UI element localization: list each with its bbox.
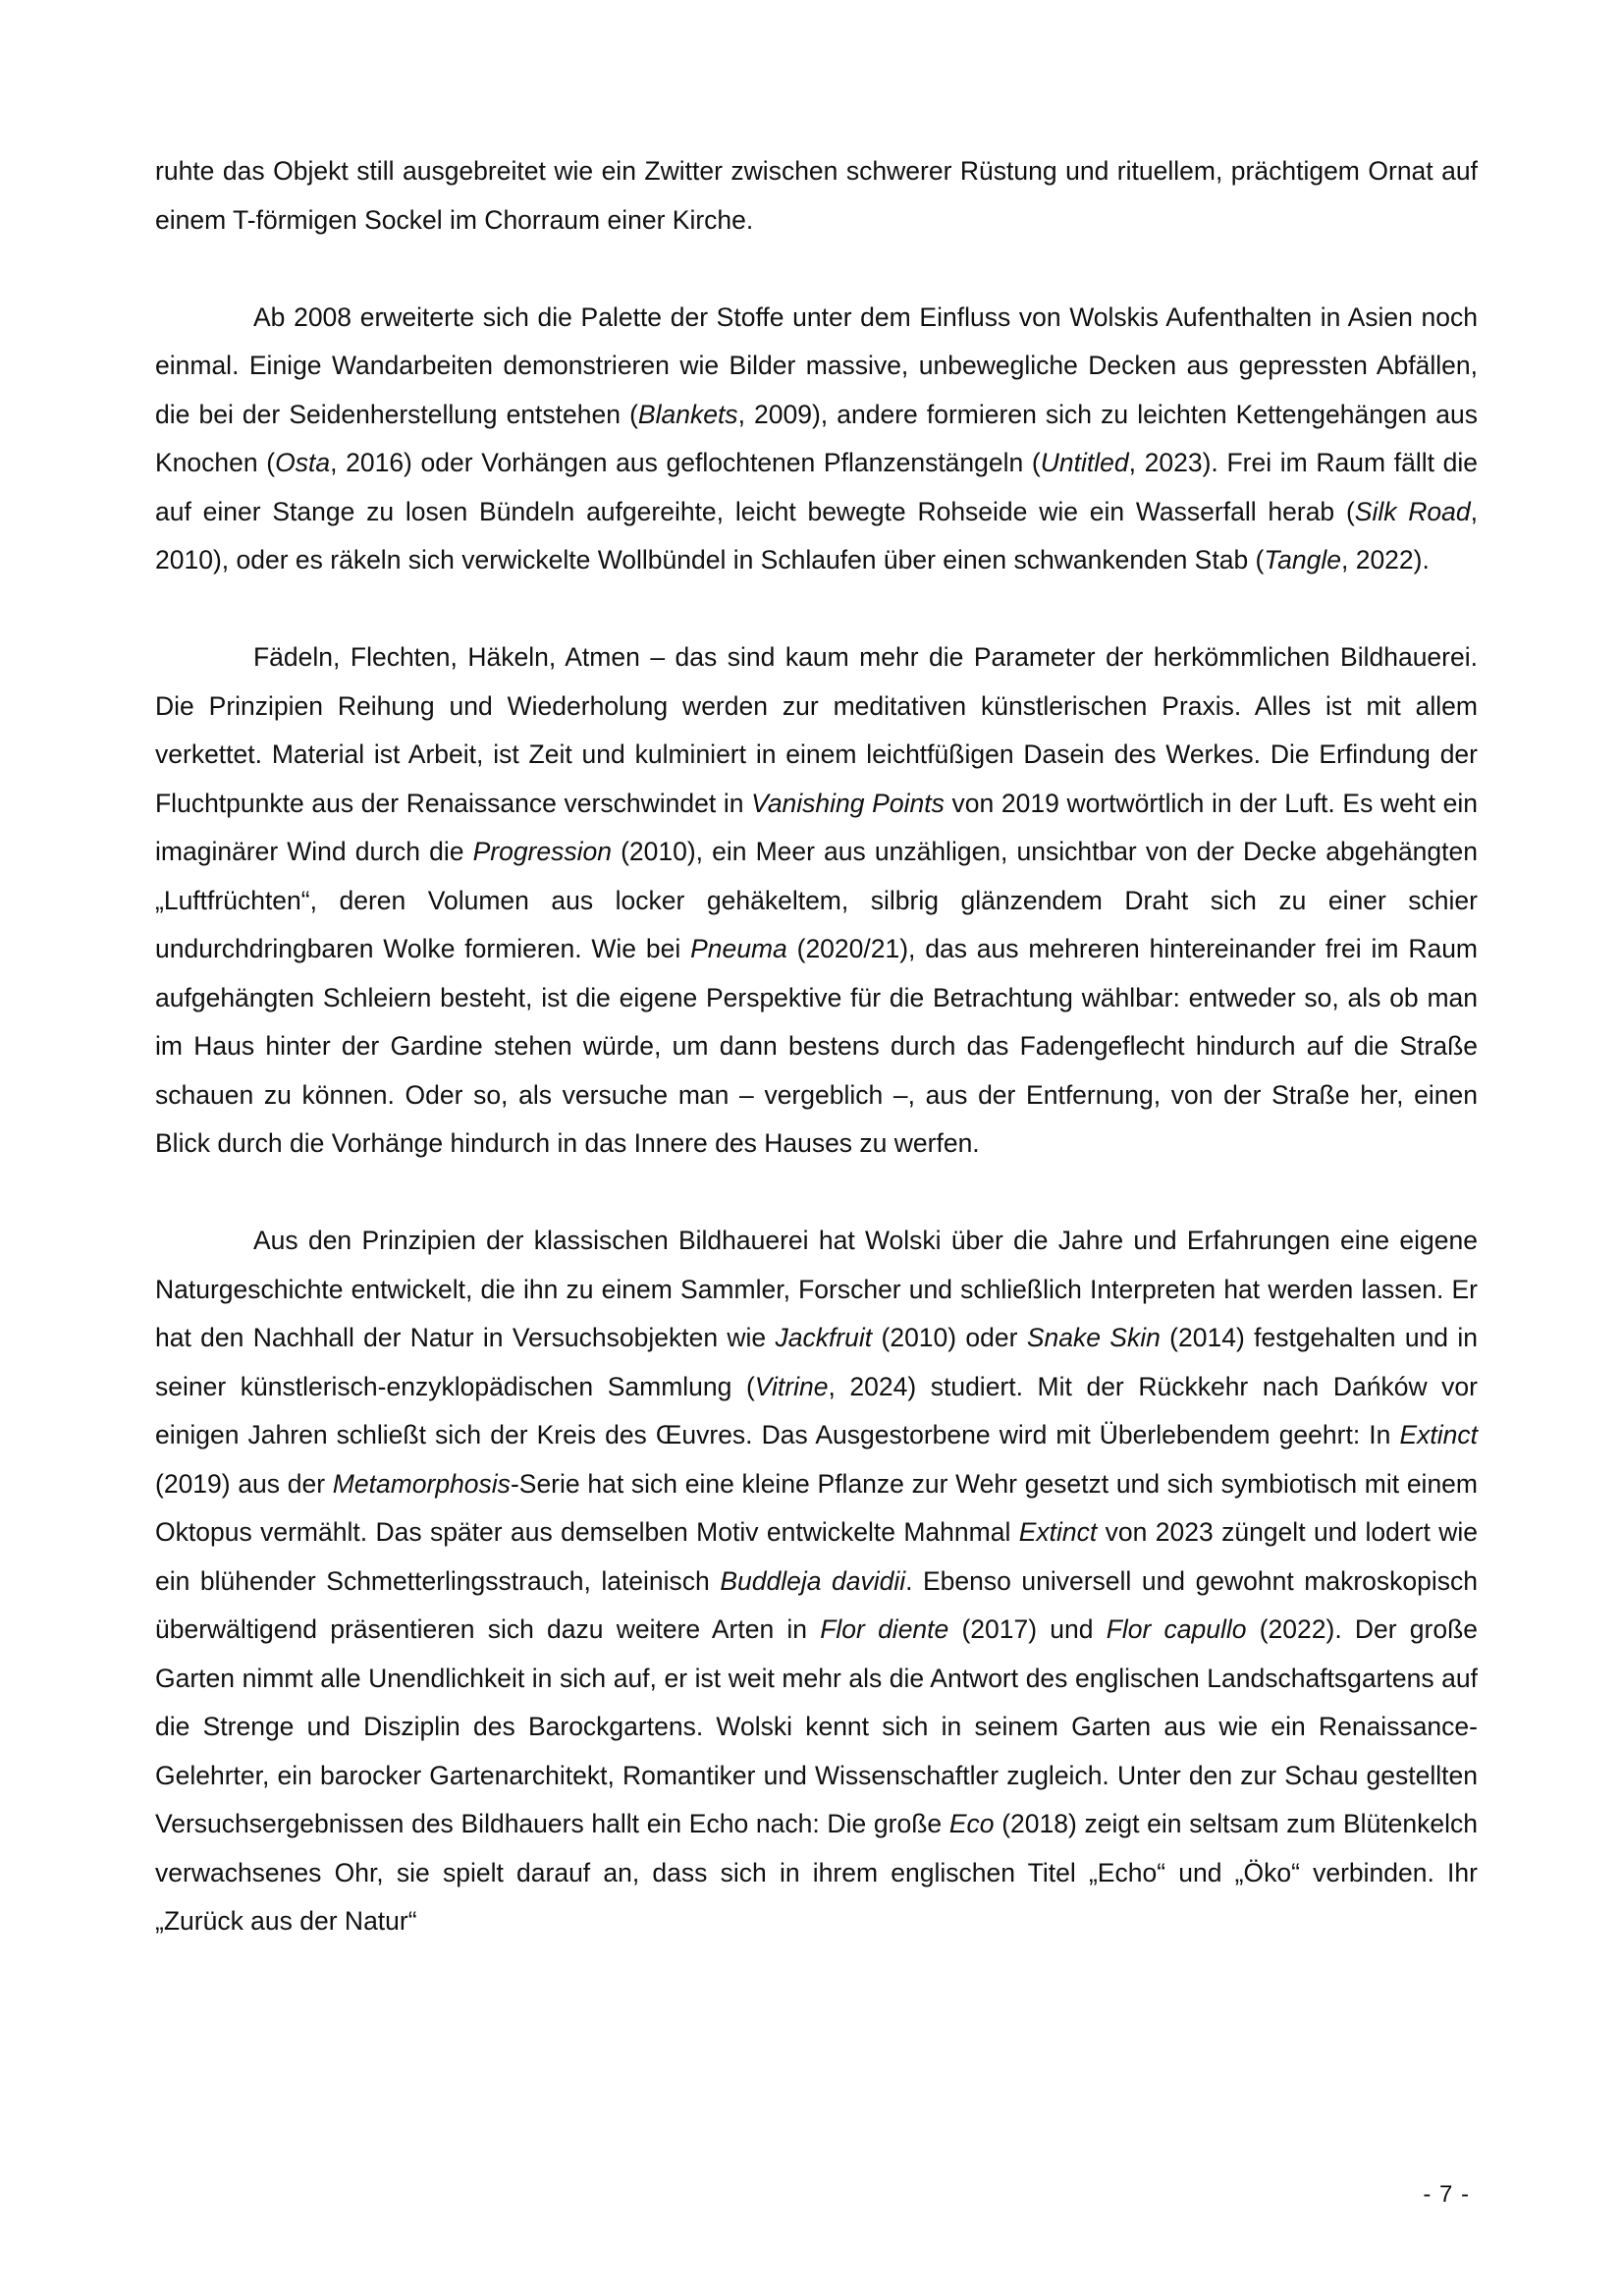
artwork-title-jackfruit: Jackfruit: [775, 1323, 873, 1352]
document-page: [155, 147, 1478, 1946]
artwork-title-pneuma: Pneuma: [690, 934, 787, 963]
text-segment: Ab 2008 erweiterte sich die Palette der Stoffe unter dem Einfluss von Wolskis Aufenthalten in Asien noch einmal. Einige Wandarbeiten demonstrieren wie Bilder massive, unbewegliche Decken aus gepressten Abfällen, die bei der Seidenherstellung entstehen (: [155, 301, 1478, 429]
text-segment: , 2009), andere formieren sich zu leichten Kettengehängen aus Knochen (: [155, 399, 1478, 477]
text-segment: (2017) und: [948, 1614, 1107, 1644]
text-segment: (2020/21), das aus mehreren hintereinander frei im Raum aufgehängten Schleiern besteht, ist die eigene Perspektive für die Betrachtung wählbar: entweder so, als ob man im Haus hinter der Gardine stehen würde, um dann bestens durch das Fadengeflecht hindurch auf die Straße schauen zu können. Oder so, als versuche man – vergeblich –, aus der Entfernung, von der Straße her, einen Blick durch die Vorhänge hindurch in das Innere des Hauses zu werfen.: [155, 934, 1479, 1158]
artwork-title-eco: Eco: [948, 1809, 995, 1838]
artwork-title-untitled: Untitled: [1040, 448, 1129, 477]
artwork-title-vitrine: Vitrine: [754, 1371, 829, 1401]
paragraph-4: [155, 1217, 1478, 1946]
artwork-title-tangle: Tangle: [1264, 545, 1341, 574]
paragraph-3: [155, 633, 1478, 1169]
text-segment: (2018) zeigt ein seltsam zum Blütenkelch verwachsenes Ohr, sie spielt darauf an, dass sich in ihrem englischen Titel „Echo“ und „Öko“ verbinden. Ihr „Zurück aus der Natur“: [155, 1809, 1479, 1936]
text-segment: von 2019 wortwörtlich in der Luft. Es weht ein imaginärer Wind durch die: [155, 788, 1478, 866]
artwork-title-extinct: Extinct: [1399, 1420, 1478, 1449]
text-segment: (2019) aus der: [155, 1468, 333, 1499]
artwork-title-osta: Osta: [275, 448, 331, 477]
artwork-title-blankets: Blankets: [637, 399, 738, 429]
paragraph-2: [155, 294, 1478, 585]
text-segment: (2010), ein Meer aus unzähligen, unsichtbar von der Decke abgehängten „Luftfrüchten“, deren Volumen aus locker gehäkeltem, silbrig glänzendem Draht sich zu einer schier undurchdringbaren Wolke formieren. Wie bei: [155, 837, 1478, 963]
text-segment: von 2023 züngelt und lodert wie ein blühender Schmetterlingsstrauch, lateinisch: [155, 1517, 1478, 1596]
artwork-title-snake-skin: Snake Skin: [1026, 1323, 1161, 1352]
text-segment: , 2023). Frei im Raum fällt die auf einer Stange zu losen Bündeln aufgereihte, leicht bewegte Rohseide wie ein Wasserfall herab (: [155, 448, 1478, 526]
text-segment: . Ebenso universell und gewohnt makroskopisch überwältigend präsentieren sich dazu weitere Arten in: [155, 1565, 1478, 1644]
text-segment: , 2016) oder Vorhängen aus geflochtenen Pflanzenstängeln (: [330, 448, 1041, 477]
artwork-title-extinct-2023: Extinct: [1018, 1517, 1098, 1547]
text-segment: (2022). Der große Garten nimmt alle Unendlichkeit in sich auf, er ist weit mehr als die Antwort des englischen Landschaftsgartens auf die Strenge und Disziplin des Barockgartens. Wolski kennt sich in seinem Garten aus wie ein Renaissance-Gelehrter, ein barocker Gartenarchitekt, Romantiker und Wissenschaftler zugleich. Unter den zur Schau gestellten Versuchsergebnissen des Bildhauers hallt ein Echo nach: Die große: [155, 1614, 1479, 1838]
artwork-title-flor-capullo: Flor capullo: [1106, 1614, 1247, 1644]
series-title-metamorphosis: Metamorphosis: [332, 1468, 511, 1499]
artwork-title-progression: Progression: [472, 837, 612, 866]
page-number: - 7 -: [1423, 2181, 1470, 2208]
text-segment: Aus den Prinzipien der klassischen Bildhauerei hat Wolski über die Jahre und Erfahrungen eine eigene Naturgeschichte entwickelt, die ihn zu einem Sammler, Forscher und schließlich Interpreten hat werden lassen. Er hat den Nachhall der Natur in Versuchsobjekten wie: [155, 1226, 1478, 1352]
text-segment: -Serie hat sich eine kleine Pflanze zur Wehr gesetzt und sich symbiotisch mit einem Oktopus vermählt. Das später aus demselben Motiv entwickelte Mahnmal: [155, 1468, 1478, 1547]
text-segment: ruhte das Objekt still ausgebreitet wie ein Zwitter zwischen schwerer Rüstung und rituellem, prächtigem Ornat auf einem T-förmigen Sockel im Chorraum einer Kirche.: [155, 156, 1478, 235]
artwork-title-silk-road: Silk Road: [1354, 496, 1471, 526]
latin-name-buddleja-davidii: Buddleja davidii: [720, 1565, 906, 1596]
text-segment: , 2022).: [1340, 545, 1430, 574]
text-segment: , 2024) studiert. Mit der Rückkehr nach Dańków vor einigen Jahren schließt sich der Kreis des Œuvres. Das Ausgestorbene wird mit Überlebendem geehrt: In: [155, 1371, 1478, 1449]
text-segment: (2010) oder: [872, 1323, 1027, 1352]
paragraph-1: [155, 147, 1478, 245]
artwork-title-vanishing-points: Vanishing Points: [751, 788, 945, 818]
text-segment: (2014) festgehalten und in seiner künstlerisch-enzyklopädischen Sammlung (: [155, 1323, 1478, 1401]
text-segment: , 2010), oder es räkeln sich verwickelte Wollbündel in Schlaufen über einen schwankenden Stab (: [155, 496, 1478, 574]
artwork-title-flor-diente: Flor diente: [820, 1614, 949, 1644]
text-segment: Fädeln, Flechten, Häkeln, Atmen – das sind kaum mehr die Parameter der herkömmlichen Bildhauerei. Die Prinzipien Reihung und Wiederholung werden zur meditativen künstlerischen Praxis. Alles ist mit allem verkettet. Material ist Arbeit, ist Zeit und kulminiert in einem leichtfüßigen Dasein des Werkes. Die Erfindung der Fluchtpunkte aus der Renaissance verschwindet in: [155, 642, 1478, 818]
